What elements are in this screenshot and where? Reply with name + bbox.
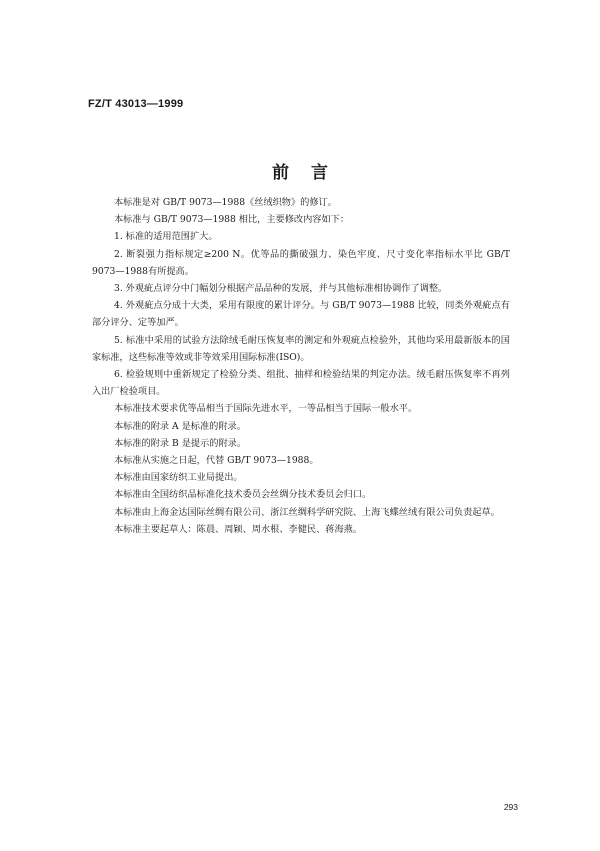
paragraph: 本标准的附录 B 是提示的附录。 xyxy=(114,437,247,449)
paragraph: 本标准技术要求优等品相当于国际先进水平，一等品相当于国际一般水平。 xyxy=(114,403,418,415)
paragraph: 本标准由全国纺织品标准化技术委员会丝绸分技术委员会归口。 xyxy=(114,489,372,501)
paragraph: 1. 标准的适用范围扩大。 xyxy=(114,231,218,243)
paragraph: 本标准主要起草人：陈晨、周颖、周水根、李健民、蒋海燕。 xyxy=(114,523,363,535)
paragraph: 本标准的附录 A 是标准的附录。 xyxy=(114,420,246,432)
page-title: 前言 xyxy=(272,163,350,183)
paragraph: 4. 外观疵点分成十大类，采用有限度的累计评分。与 GB/T 9073—1988 比较，同类外观疵点有部分评分、定等加严。 xyxy=(92,300,510,329)
paragraph: 2. 断裂强力指标规定≥200 N。优等品的撕破强力、染色牢度、尺寸变化率指标水平比 GB/T 9073—1988有所提高。 xyxy=(92,248,510,277)
paragraph: 6. 检验规则中重新规定了检验分类、组批、抽样和检验结果的判定办法。绒毛耐压恢复率不再列入出厂检验项目。 xyxy=(92,369,510,398)
paragraph: 本标准从实施之日起，代替 GB/T 9073—1988。 xyxy=(114,455,319,467)
standard-id: FZ/T 43013—1999 xyxy=(88,98,184,110)
paragraph: 本标准由上海金达国际丝绸有限公司、浙江丝绸科学研究院、上海飞蝶丝绒有限公司负责起草。 xyxy=(114,506,500,518)
document-body xyxy=(92,194,510,538)
paragraph: 本标准由国家纺织工业局提出。 xyxy=(114,472,243,484)
paragraph: 本标准与 GB/T 9073—1988 相比，主要修改内容如下： xyxy=(114,214,350,226)
page-number: 293 xyxy=(503,802,518,812)
paragraph: 本标准是对 GB/T 9073—1988《丝绒织物》的修订。 xyxy=(114,197,337,208)
paragraph: 5. 标准中采用的试验方法除绒毛耐压恢复率的测定和外观疵点检验外，其他均采用最新版本的国家标准，这些标准等效或非等效采用国际标准(ISO)。 xyxy=(92,334,510,363)
paragraph: 3. 外观疵点评分中门幅划分根据产品品种的发展，并与其他标准相协调作了调整。 xyxy=(114,283,448,295)
